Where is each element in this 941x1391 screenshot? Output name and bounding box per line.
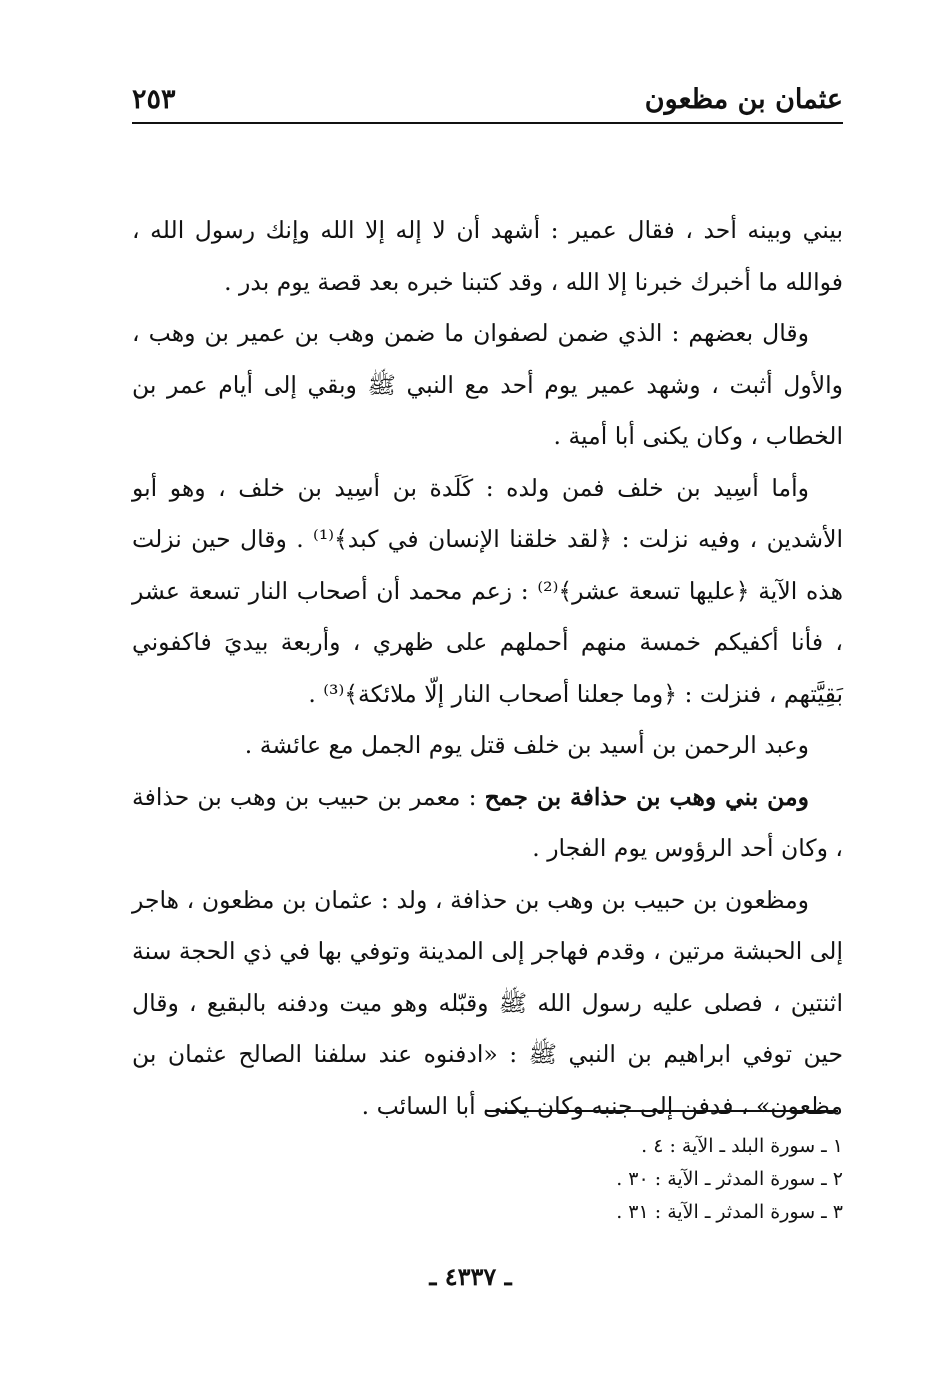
paragraph-5-text: : معمر بن حبيب بن وهب بن حذافة ، وكان أحد الرؤوس يوم الفجار .	[132, 782, 843, 862]
footnote-3: ٣ ـ سورة المدثر ـ الآية : ٣١ .	[616, 1201, 843, 1223]
paragraph-4: وعبد الرحمن بن أسيد بن خلف قتل يوم الجمل مع عائشة .	[244, 731, 809, 759]
page-number: ٢٥٣	[132, 84, 176, 115]
running-header	[132, 78, 843, 124]
footnote-2: ٢ ـ سورة المدثر ـ الآية : ٣٠ .	[616, 1168, 843, 1190]
paragraph-2: وقال بعضهم : الذي ضمن لصفوان ما ضمن وهب بن عمير بن وهب ، والأول أثبت ، وشهد عمير يوم أحد مع النبي ﷺ وبقي إلى أيام عمر بن الخطاب ، وكان يكنى أبا أمية .	[132, 319, 843, 450]
footnote-1: ١ ـ سورة البلد ـ الآية : ٤ .	[641, 1135, 843, 1157]
folio-number: ـ ٤٣٣٧ ـ	[429, 1262, 512, 1291]
lineage-heading: ومن بني وهب بن حذافة بن جمح	[484, 782, 809, 811]
paragraph-5	[132, 772, 843, 875]
paragraph-3: وأما أسِيد بن خلف فمن ولده : كَلَدة بن أسِيد بن خلف ، وهو أبو الأشدين ، وفيه نزلت : ﴿لقد خلقنا الإنسان في كبد﴾⁽¹⁾ . وقال حين نزلت هذه الآية ﴿عليها تسعة عشر﴾⁽²⁾ : زعم محمد أن أصحاب النار تسعة عشر ، فأنا أكفيكم خمسة منهم أحملهم على ظهري ، وأربعة بيديَ فاكفوني بَقِيَّتهم ، فنزلت : ﴿وما جعلنا أصحاب النار إلّا ملائكة﴾⁽³⁾ .	[132, 473, 844, 708]
footnotes	[420, 1130, 843, 1229]
chapter-title: عثمان بن مظعون	[644, 84, 843, 115]
footnote-divider	[486, 1110, 838, 1112]
paragraph-1: بيني وبينه أحد ، فقال عمير : أشهد أن لا إله إلا الله وإنك رسول الله ، فوالله ما أخبرك خبرنا إلا الله ، وقد كتبنا خبره بعد قصة يوم بدر .	[132, 216, 843, 296]
main-text	[132, 205, 843, 1132]
paragraph-6: ومظعون بن حبيب بن وهب بن حذافة ، ولد : عثمان بن مظعون ، هاجر إلى الحبشة مرتين ، وقدم فهاجر إلى المدينة وتوفي بها في ذي الحجة سنة اثنتين ، فصلى عليه رسول الله ﷺ وقبّله وهو ميت ودفنه بالبقيع ، وقال حين توفي ابراهيم بن النبي ﷺ : «ادفنوه عند سلفنا الصالح عثمان بن مظعون» ، فدفن إلى جنبه وكان يكنى أبا السائب .	[132, 885, 843, 1120]
